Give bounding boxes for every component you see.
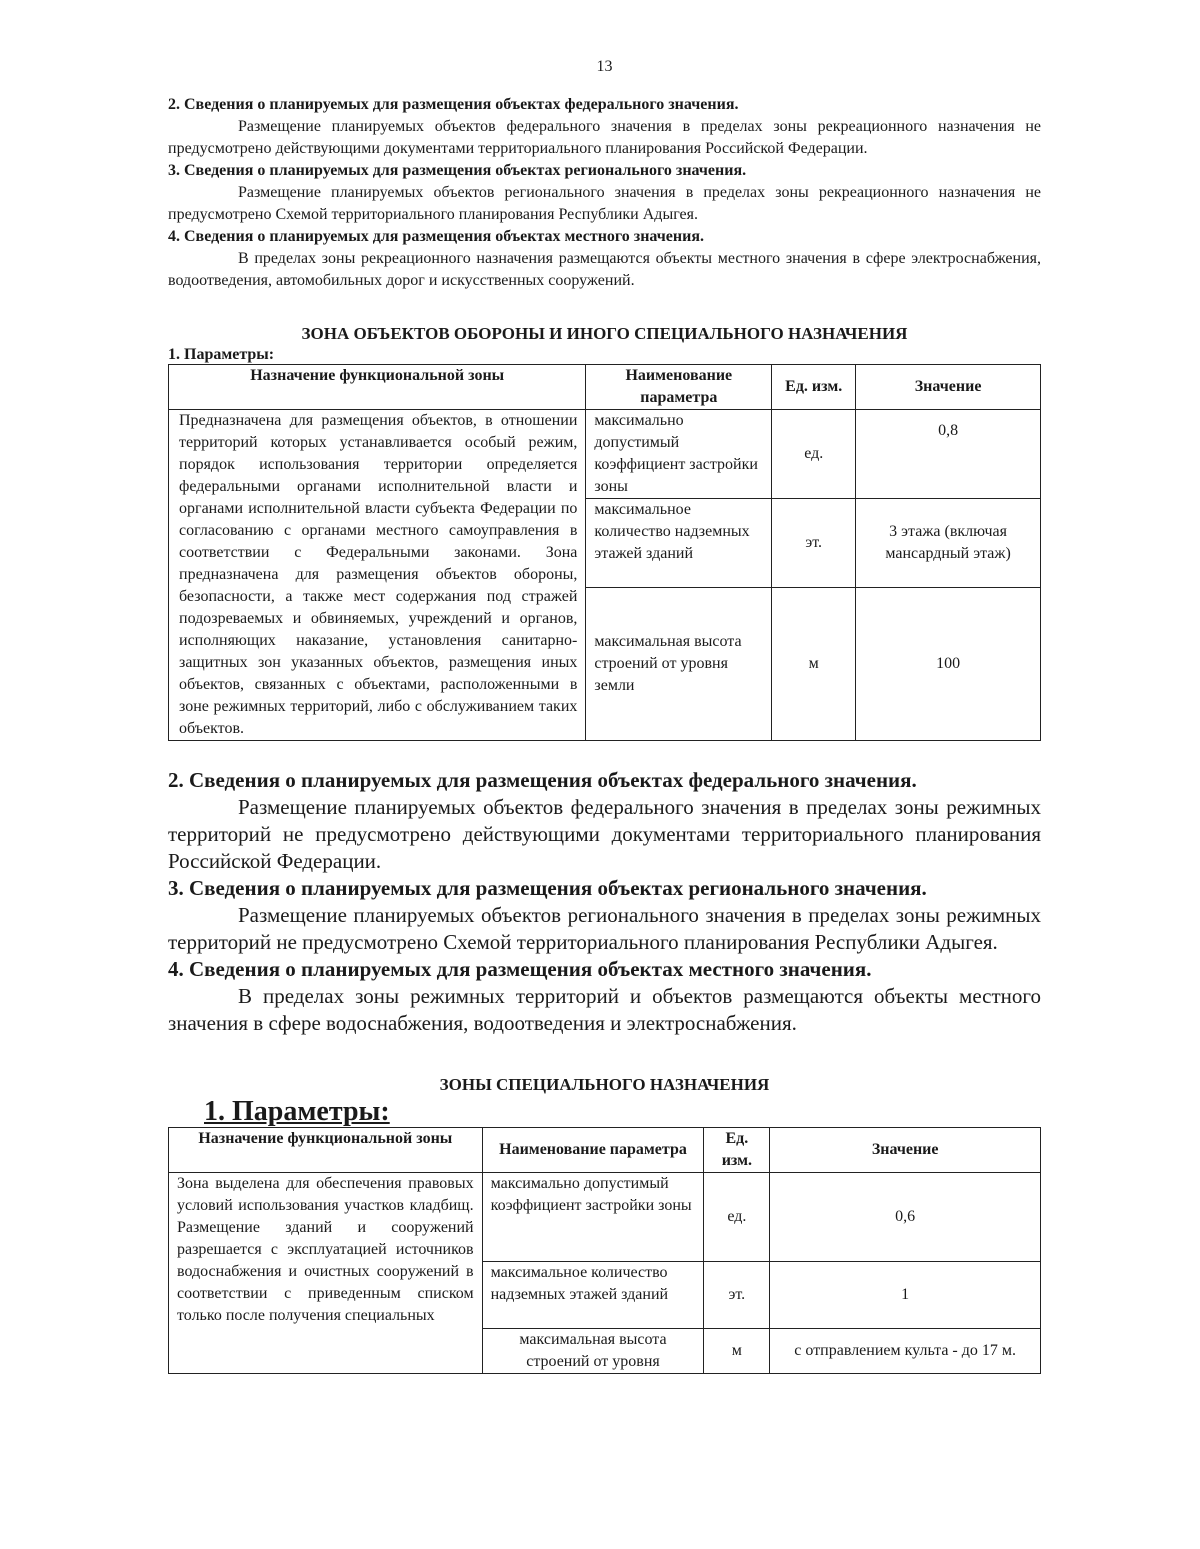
paragraph-regional-2: Размещение планируемых объектов регионального значения в пределах зоны режимных территорий не предусмотрено Схемой территориального планирования Республики Адыгея. bbox=[168, 903, 1041, 954]
paragraph-federal-1: Размещение планируемых объектов федерального значения в пределах зоны рекреационного назначения не предусмотрено действующими документами территориального планирования Российской Федерации. bbox=[168, 118, 1041, 157]
header-zone-purpose: Назначение функциональной зоны bbox=[169, 1128, 483, 1173]
zone-special-purpose-cell: Зона выделена для обеспечения правовых условий использования участков кладбищ. Размещение зданий и сооружений разрешается с эксплуатацией источников водоснабжения и очистных сооружений в соответствии с приведенным списком только после получения специальных bbox=[169, 1173, 483, 1374]
param-cell: максимально допустимый коэффициент застройки зоны bbox=[482, 1173, 704, 1262]
param-cell: максимальное количество надземных этажей зданий bbox=[586, 499, 772, 588]
paragraph-local-2: В пределах зоны режимных территорий и объектов размещаются объекты местного значения в сфере водоснабжения, водоотведения и электроснабжения. bbox=[168, 984, 1041, 1035]
value-cell: 100 bbox=[856, 588, 1041, 741]
heading-regional-1: 3. Сведения о планируемых для размещения объектах регионального значения. bbox=[168, 162, 747, 179]
zone-special-title: ЗОНЫ СПЕЦИАЛЬНОГО НАЗНАЧЕНИЯ bbox=[439, 1075, 770, 1094]
paragraph-regional-1: Размещение планируемых объектов регионального значения в пределах зоны рекреационного назначения не предусмотрено Схемой территориального планирования Республики Адыгея. bbox=[168, 184, 1041, 223]
table-header-row bbox=[169, 365, 1041, 410]
header-value: Значение bbox=[856, 365, 1041, 410]
unit-cell: эт. bbox=[704, 1262, 770, 1329]
unit-cell: м bbox=[772, 588, 856, 741]
value-cell: 0,6 bbox=[770, 1173, 1041, 1262]
zone-defense-purpose-cell: Предназначена для размещения объектов, в отношении территорий которых устанавливается особый режим, порядок использования территории определяется федеральными органами исполнительной власти и органами исполнительной власти субъекта Федерации по согласованию с органами местного самоуправления в соответствии с Федеральными законами. Зона предназначена для размещения объектов обороны, безопасности, а также мест содержания под стражей подозреваемых и обвиняемых, учреждений и органов, исполняющих наказание, установления санитарно-защитных зон указанных объектов, размещения иных объектов, связанных с объектами, расположенными в зоне режимных территорий, либо с обслуживанием таких объектов. bbox=[169, 410, 586, 741]
value-cell: 3 этажа (включая мансардный этаж) bbox=[856, 499, 1041, 588]
unit-cell: ед. bbox=[772, 410, 856, 499]
value-cell: с отправлением культа - до 17 м. bbox=[770, 1329, 1041, 1374]
param-cell: максимальная высота строений от уровня bbox=[482, 1329, 704, 1374]
paragraph-local-1: В пределах зоны рекреационного назначения размещаются объекты местного значения в сфере электроснабжения, водоотведения, автомобильных дорог и искусственных сооружений. bbox=[168, 250, 1041, 289]
zone-defense-title: ЗОНА ОБЪЕКТОВ ОБОРОНЫ И ИНОГО СПЕЦИАЛЬНОГО НАЗНАЧЕНИЯ bbox=[301, 324, 908, 343]
value-cell: 1 bbox=[770, 1262, 1041, 1329]
unit-cell: эт. bbox=[772, 499, 856, 588]
zone-special-table bbox=[168, 1127, 1041, 1374]
unit-cell: ед. bbox=[704, 1173, 770, 1262]
param-cell: максимально допустимый коэффициент застройки зоны bbox=[586, 410, 772, 499]
paragraph-federal-2: Размещение планируемых объектов федерального значения в пределах зоны режимных территорий не предусмотрено действующими документами территориального планирования Российской Федерации. bbox=[168, 795, 1041, 873]
heading-regional-2: 3. Сведения о планируемых для размещения объектах регионального значения. bbox=[168, 876, 927, 900]
table-header-row bbox=[169, 1128, 1041, 1173]
header-unit: Ед. изм. bbox=[772, 365, 856, 410]
header-param-name: Наименование параметра bbox=[586, 365, 772, 410]
heading-federal-2: 2. Сведения о планируемых для размещения объектах федерального значения. bbox=[168, 768, 917, 792]
header-unit: Ед. изм. bbox=[704, 1128, 770, 1173]
value-cell: 0,8 bbox=[856, 410, 1041, 499]
table-row bbox=[169, 1173, 1041, 1262]
header-zone-purpose: Назначение функциональной зоны bbox=[169, 365, 586, 410]
param-cell: максимальная высота строений от уровня земли bbox=[586, 588, 772, 741]
page-number: 13 bbox=[596, 58, 613, 75]
table-row bbox=[169, 410, 1041, 499]
zone-special-params-label: 1. Параметры: bbox=[204, 1096, 390, 1127]
header-param-name: Наименование параметра bbox=[482, 1128, 704, 1173]
heading-federal-1: 2. Сведения о планируемых для размещения объектах федерального значения. bbox=[168, 96, 739, 113]
zone-defense-table bbox=[168, 364, 1041, 741]
header-value: Значение bbox=[770, 1128, 1041, 1173]
unit-cell: м bbox=[704, 1329, 770, 1374]
param-cell: максимальное количество надземных этажей зданий bbox=[482, 1262, 704, 1329]
heading-local-2: 4. Сведения о планируемых для размещения объектах местного значения. bbox=[168, 957, 872, 981]
heading-local-1: 4. Сведения о планируемых для размещения объектах местного значения. bbox=[168, 228, 704, 245]
zone-defense-params-label: 1. Параметры: bbox=[168, 346, 275, 363]
document-page bbox=[168, 58, 1041, 1374]
